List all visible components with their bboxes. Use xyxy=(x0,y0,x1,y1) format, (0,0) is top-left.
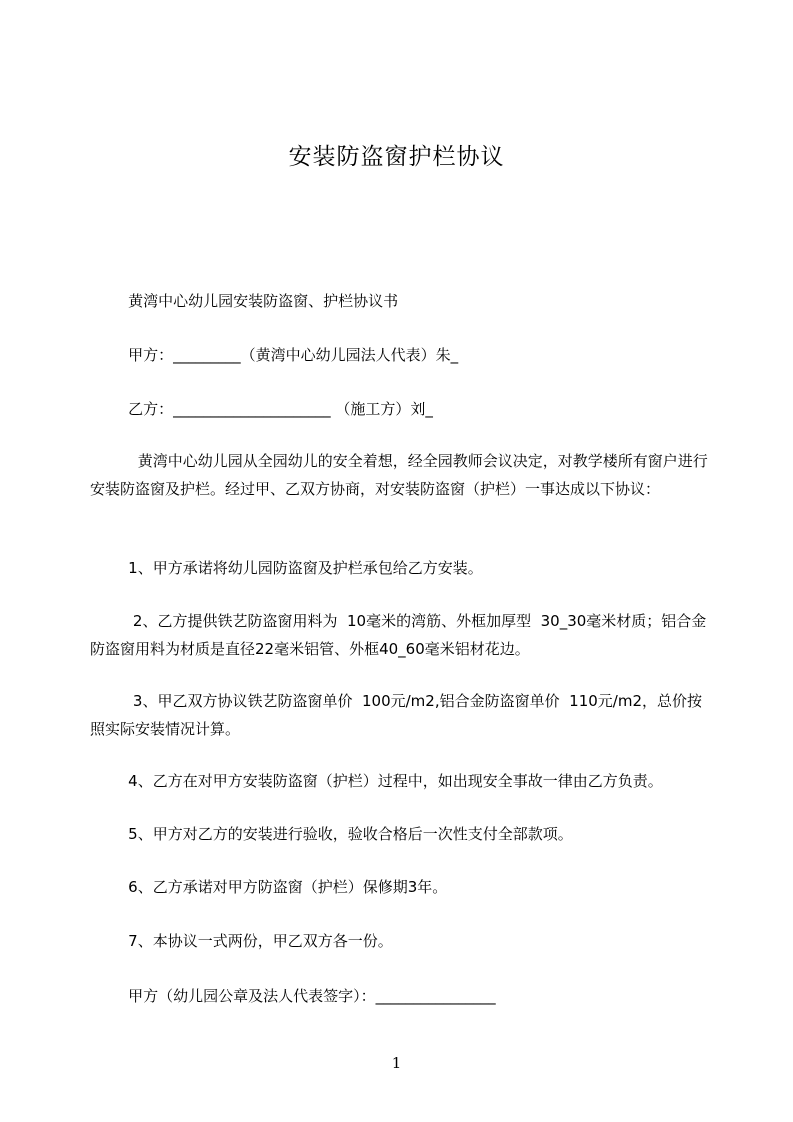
clause-5: 5、甲方对乙方的安装进行验收，验收合格后一次性支付全部款项。 xyxy=(90,825,573,843)
document-title: 安装防盗窗护栏协议 xyxy=(288,144,505,170)
clause-3: 3、甲乙双方协议铁艺防盗窗单价 100元/m2,铝合金防盗窗单价 110元/m2，总价按照实际安装情况计算。 xyxy=(90,692,702,738)
paragraph-party-b: 乙方：_____________________ （施工方）刘_ xyxy=(90,400,433,418)
clause-1: 1、甲方承诺将幼儿园防盗窗及护栏承包给乙方安装。 xyxy=(90,559,483,577)
clause-4: 4、乙方在对甲方安装防盗窗（护栏）过程中，如出现安全事故一律由乙方负责。 xyxy=(90,772,663,790)
paragraph-intro: 黄湾中心幼儿园从全园幼儿的安全着想，经全园教师会议决定，对教学楼所有窗户进行安装防盗窗及护栏。经过甲、乙双方协商，对安装防盗窗（护栏）一事达成以下协议： xyxy=(90,452,708,498)
paragraph-party-a: 甲方：_________（黄湾中心幼儿园法人代表）朱_ xyxy=(90,346,459,364)
clause-2: 2、乙方提供铁艺防盗窗用料为 10毫米的湾筋、外框加厚型 30_30毫米材质；铝合金防盗窗用料为材质是直径22毫米铝管、外框40_60毫米铝材花边。 xyxy=(90,612,707,658)
clause-6: 6、乙方承诺对甲方防盗窗（护栏）保修期3年。 xyxy=(90,878,448,896)
paragraph-heading: 黄湾中心幼儿园安装防盗窗、护栏协议书 xyxy=(90,292,399,310)
page-number: 1 xyxy=(391,1054,402,1072)
clause-7: 7、本协议一式两份，甲乙双方各一份。 xyxy=(90,932,393,950)
signature-line-party-a: 甲方（幼儿园公章及法人代表签字）：________________ xyxy=(90,987,496,1005)
